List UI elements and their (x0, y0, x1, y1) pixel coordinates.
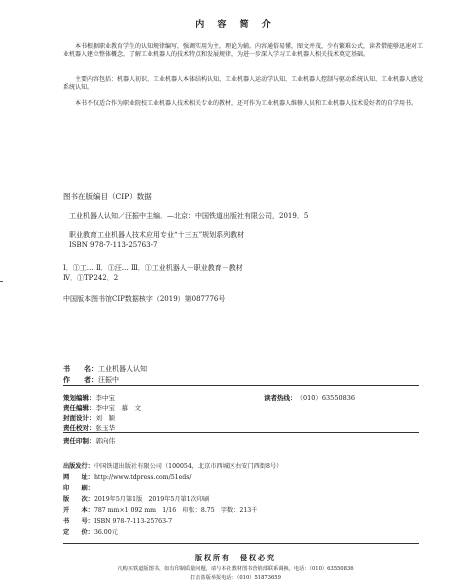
price-row (63, 527, 118, 536)
responsible-editor-row (63, 403, 141, 412)
proofreader-row (63, 423, 115, 432)
website-label: 网 址： (63, 474, 94, 481)
publisher-label: 出版发行： (63, 463, 94, 470)
proofreader-label: 责任校对： (63, 424, 96, 432)
reader-hotline-value: （010）63550836 (296, 394, 355, 402)
book-name-value: 工业机器人认知 (98, 365, 147, 373)
cover-design-label: 封面设计： (63, 414, 96, 422)
publisher-row (63, 461, 282, 470)
divider-rule-3 (63, 543, 419, 544)
reader-hotline-label: 读者热线： (264, 394, 297, 402)
price-value: 36.00元 (93, 529, 118, 536)
cip-heading: 图书在版编目（CIP）数据 (63, 192, 152, 201)
book-author-value: 汪振中 (98, 376, 119, 384)
book-name-row (63, 364, 147, 374)
summary-paragraph-1: 本书根据职业教育学生的认知规律编写，强调实用为主，理论为辅。内容通俗易懂，图文并茂，少有繁难公式，读者借能够迅速对工业机器人建立整体概念，了解工业机器人的技术特点和发展规律，为进一步深入学习工业机器人相关技术奠定基础。 (63, 43, 424, 59)
edition-row (63, 494, 209, 503)
divider-rule-1 (63, 385, 419, 386)
book-name-label: 书 名： (63, 364, 98, 373)
cover-design-value: 刘 颖 (95, 414, 115, 422)
margin-tick (0, 281, 3, 282)
edition-value: 2019年5月第1版 2019年5月第1次印刷 (93, 496, 210, 503)
cip-line-2: 职业教育工业机器人技术应用专业“十三五”规划系列教材 (69, 231, 245, 239)
proofreader-value: 张玉华 (95, 424, 115, 432)
print-manager-label: 责任印制： (63, 437, 96, 445)
isbn-label: 书 号： (63, 518, 94, 525)
cip-line-3: ISBN 978-7-113-25763-7 (69, 241, 158, 249)
responsible-editor-label: 责任编辑： (63, 404, 96, 412)
edition-label: 版 次： (63, 496, 94, 503)
cip-line-1: 工业机器人认知／汪振中主编．—北京：中国铁道出版社有限公司，2019．5 (69, 212, 309, 220)
book-author-row (63, 375, 119, 385)
summary-paragraph-2: 主要内容包括：机器人初识、工业机器人本体结构认知、工业机器人运动学认知、工业机器人控制与驱动系统认知、工业机器人感觉系统认知。 (63, 76, 424, 92)
printer-label: 印 刷： (63, 485, 94, 492)
reader-hotline-row (264, 393, 355, 402)
price-label: 定 价： (63, 529, 94, 536)
cip-line-6: 中国版本图书馆CIP数据核字（2019）第087776号 (63, 295, 226, 303)
print-manager-value: 郭向伟 (95, 437, 115, 445)
cover-design-row (63, 413, 115, 422)
publisher-value: 中国铁道出版社有限公司（100054，北京市西城区右安门西街8号） (93, 463, 283, 470)
footer-line-1: 凡购买铁道版图书，如有印制质量问题，请与本社教材图书营销部联系调换。电话：（010）63550836 (117, 566, 354, 572)
cip-line-4: Ⅰ．①工… Ⅱ．①汪… Ⅲ．①工业机器人－职业教育－教材 (63, 264, 243, 272)
isbn-row (63, 516, 172, 525)
format-label: 开 本： (63, 507, 94, 514)
website-row (63, 472, 191, 481)
print-manager-row (63, 436, 115, 445)
divider-rule-2 (63, 432, 419, 433)
responsible-editor-value: 李中宝 慕 文 (95, 404, 141, 412)
format-value: 787 mm×1 092 mm 1/16 印张：8.75 字数：213千 (93, 507, 258, 514)
planning-editor-row (63, 393, 115, 402)
footer-line-2: 打击盗版举报电话：（010）51873659 (190, 575, 281, 581)
planning-editor-value: 李中宝 (95, 394, 115, 402)
planning-editor-label: 策划编辑： (63, 394, 96, 402)
summary-paragraph-3: 本书不仅适合作为职业院校工业机器人技术相关专业的教材，还可作为工业机器人维修人员和工业机器人技术爱好者的自学用书。 (75, 100, 418, 107)
summary-title: 内 容 简 介 (195, 20, 276, 30)
book-author-label: 作 者： (63, 375, 98, 384)
isbn-value: ISBN 978-7-113-25763-7 (93, 518, 173, 525)
format-row (63, 505, 257, 514)
printer-row (63, 483, 94, 492)
website-value[interactable]: http://www.tdpress.com/51eds/ (93, 474, 192, 481)
copyright-title: 版权所有 侵权必究 (195, 553, 276, 562)
cip-line-5: Ⅳ．①TP242．2 (63, 274, 119, 282)
